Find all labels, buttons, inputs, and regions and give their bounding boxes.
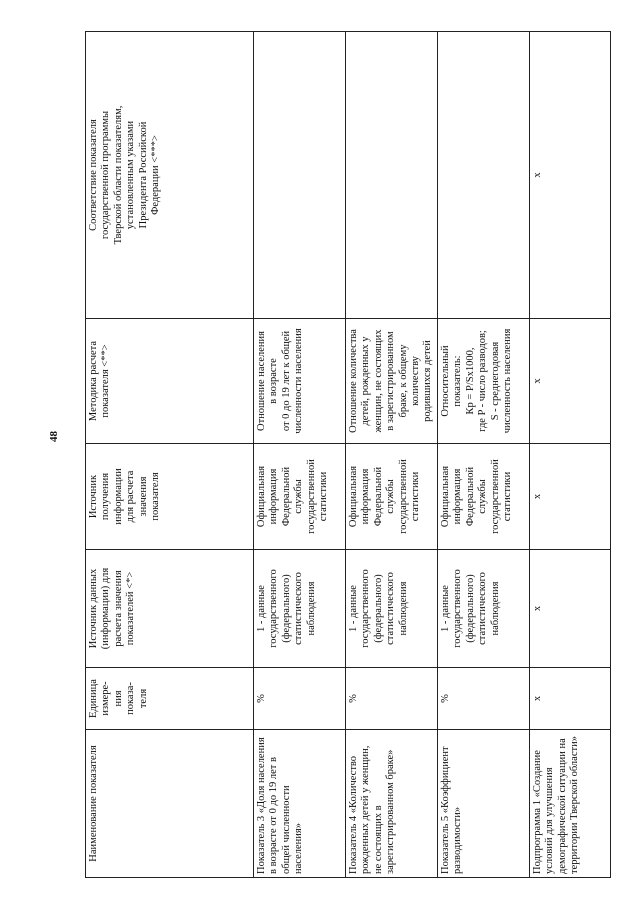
info-source-cell: Официальная информация Федеральной службы государственной статистики <box>438 444 530 550</box>
page-number: 48 <box>48 431 60 442</box>
col-header-method: Методика расчета показателя <**> <box>86 319 254 444</box>
indicators-table <box>85 31 611 878</box>
correspondence-cell: х <box>530 32 611 319</box>
info-source-cell: х <box>530 444 611 550</box>
col-header-correspondence: Соответствие показателя государственной программы Тверской области показателям, установленным указами Президента Российской Федерации <***> <box>86 32 254 319</box>
col-header-name: Наименование показателя <box>86 730 254 878</box>
table-row <box>530 32 611 878</box>
col-header-info-source: Источник получения информации для расчета значения показателя <box>86 444 254 550</box>
indicator-name: Показатель 5 «Коэффициент разводимости» <box>438 730 530 878</box>
method-cell: Относительный показатель: Кр = P/Sx1000, где P - число разводов; S - среднегодовая численность населения <box>438 319 530 444</box>
col-header-unit: Единица измере- ния показа- теля <box>86 668 254 730</box>
header-row <box>86 32 254 878</box>
indicator-name: Показатель 4 «Количество рожденных детей у женщин, не состоящих в зарегистрированном браке» <box>346 730 438 878</box>
method-cell: х <box>530 319 611 444</box>
table-row <box>346 32 438 878</box>
info-source-cell: Официальная информация Федеральной службы государственной статистики <box>346 444 438 550</box>
method-cell: Отношение населения в возрасте от 0 до 19 лет к общей численности населения <box>254 319 346 444</box>
unit-cell: % <box>254 668 346 730</box>
correspondence-cell <box>346 32 438 319</box>
data-source-cell: х <box>530 550 611 668</box>
table-row <box>254 32 346 878</box>
col-header-data-source: Источник данных (информации) для расчета значения показателей <*> <box>86 550 254 668</box>
unit-cell: х <box>530 668 611 730</box>
data-source-cell: 1 - данные государственного (федерального) статистического наблюдения <box>346 550 438 668</box>
correspondence-cell <box>438 32 530 319</box>
unit-cell: % <box>438 668 530 730</box>
table-row <box>438 32 530 878</box>
unit-cell: % <box>346 668 438 730</box>
data-source-cell: 1 - данные государственного (федерального) статистического наблюдения <box>254 550 346 668</box>
info-source-cell: Официальная информация Федеральной службы государственной статистики <box>254 444 346 550</box>
method-cell: Отношение количества детей, рожденных у женщин, не состоящих в зарегистрированном браке, к общему количеству родившихся детей <box>346 319 438 444</box>
rotated-page <box>85 32 610 878</box>
indicator-name: Показатель 3 «Доля населения в возрасте от 0 до 19 лет в общей численности населения» <box>254 730 346 878</box>
data-source-cell: 1 - данные государственного (федерального) статистического наблюдения <box>438 550 530 668</box>
subprogram-name: Подпрограмма 1 «Создание условий для улучшения демографической ситуации на территории Тверской области» <box>530 730 611 878</box>
correspondence-cell <box>254 32 346 319</box>
